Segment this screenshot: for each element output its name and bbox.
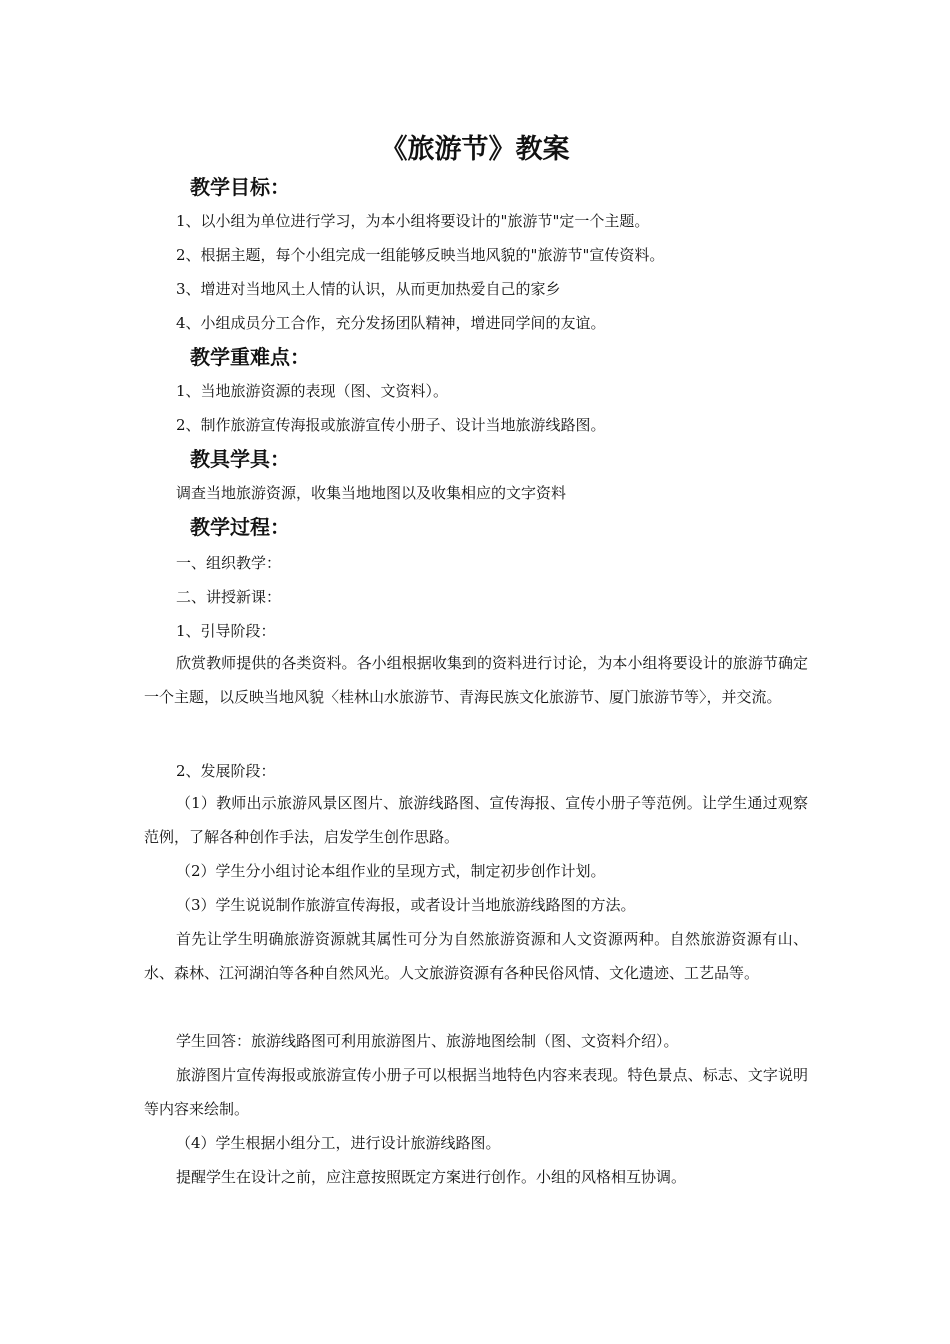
heading-process: 教学过程： <box>190 515 290 539</box>
materials-text: 调查当地旅游资源，收集当地地图以及收集相应的文字资料 <box>176 484 567 502</box>
resources-paragraph: 首先让学生明确旅游资源就其属性可分为自然旅游资源和人文资源两种。自然旅游资源有山、水、森林、江河湖泊等各种自然风光。人文旅游资源有各种民俗风情、文化遗迹、工艺品等。 <box>144 930 808 982</box>
key-point-item: 1、当地旅游资源的表现（图、文资料）。 <box>176 382 449 400</box>
process-line: 二、讲授新课： <box>176 588 282 606</box>
step-1-paragraph: （1）教师出示旅游风景区图片、旅游线路图、宣传海报、宣传小册子等范例。让学生通过观察范例，了解各种创作手法，启发学生创作思路。 <box>144 794 808 846</box>
poster-paragraph: 旅游图片宣传海报或旅游宣传小册子可以根据当地特色内容来表现。特色景点、标志、文字说明等内容来绘制。 <box>144 1066 808 1118</box>
step-3-paragraph: （3）学生说说制作旅游宣传海报，或者设计当地旅游线路图的方法。 <box>176 896 636 914</box>
goal-item: 4、小组成员分工合作，充分发扬团队精神，增进同学间的友谊。 <box>176 314 606 332</box>
key-point-item: 2、制作旅游宣传海报或旅游宣传小册子、设计当地旅游线路图。 <box>176 416 606 434</box>
document-title: 《旅游节》教案 <box>380 134 570 165</box>
answer-paragraph: 学生回答：旅游线路图可利用旅游图片、旅游地图绘制（图、文资料介绍）。 <box>176 1032 679 1050</box>
goal-item: 2、根据主题，每个小组完成一组能够反映当地风貌的"旅游节"宣传资料。 <box>176 246 665 264</box>
goal-item: 1、以小组为单位进行学习，为本小组将要设计的"旅游节"定一个主题。 <box>176 212 650 230</box>
heading-key-points: 教学重难点： <box>190 345 310 369</box>
develop-heading: 2、发展阶段： <box>176 762 276 780</box>
goal-item: 3、增进对当地风土人情的认识，从而更加热爱自己的家乡 <box>176 280 561 298</box>
step-4-paragraph: （4）学生根据小组分工，进行设计旅游线路图。 <box>176 1134 501 1152</box>
guide-paragraph: 欣赏教师提供的各类资料。各小组根据收集到的资料进行讨论，为本小组将要设计的旅游节确定一个主题，以反映当地风貌〈桂林山水旅游节、青海民族文化旅游节、厦门旅游节等〉，并交流。 <box>144 654 808 706</box>
step-2-paragraph: （2）学生分小组讨论本组作业的呈现方式，制定初步创作计划。 <box>176 862 606 880</box>
process-line: 1、引导阶段： <box>176 622 276 640</box>
process-line: 一、组织教学： <box>176 554 282 572</box>
reminder-paragraph: 提醒学生在设计之前，应注意按照既定方案进行创作。小组的风格相互协调。 <box>176 1168 687 1186</box>
heading-materials: 教具学具： <box>190 447 290 471</box>
heading-goals: 教学目标： <box>190 175 290 199</box>
